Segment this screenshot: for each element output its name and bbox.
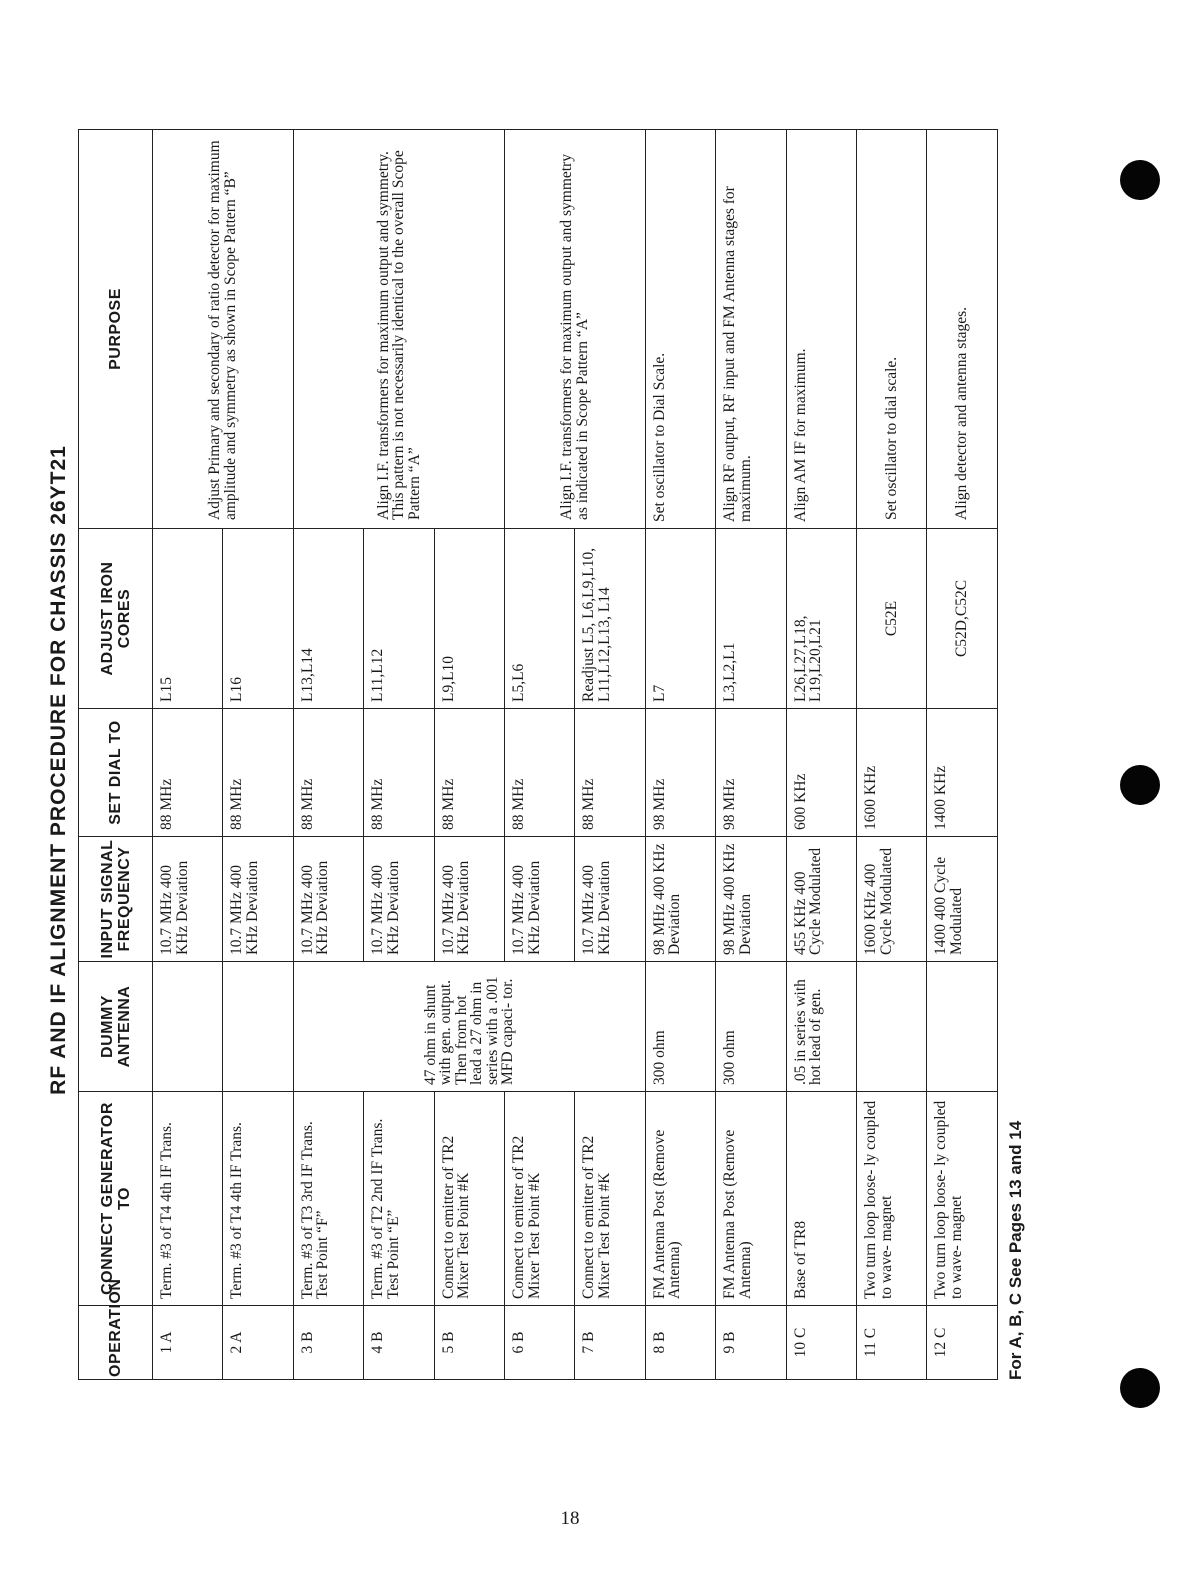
header-connect-generator: CONNECT GENERATOR TO	[79, 1092, 153, 1306]
rotated-page-content	[40, 130, 1040, 1410]
cell-dial: 1400 KHz	[927, 709, 998, 837]
table-row	[716, 130, 786, 1380]
cell-dummy	[153, 962, 223, 1092]
cell-dummy	[223, 962, 293, 1092]
table-row	[505, 130, 575, 1380]
cell-dial: 88 MHz	[364, 709, 434, 837]
cell-dummy: .05 in series with hot lead of gen.	[786, 962, 856, 1092]
table-row	[786, 130, 856, 1380]
cell-connect: Connect to emitter of TR2 Mixer Test Point #K	[434, 1092, 504, 1306]
alignment-table	[78, 129, 998, 1380]
cell-purpose: Align I.F. transformers for maximum output and symmetry as indicated in Scope Pattern “A”	[505, 130, 646, 529]
cell-cores: L3,L2,L1	[716, 529, 786, 709]
cell-dial: 98 MHz	[645, 709, 715, 837]
cell-input: 10.7 MHz 400 KHz Deviation	[505, 837, 575, 962]
cell-connect: Base of TR8	[786, 1092, 856, 1306]
cell-input: 1400 400 Cycle Modulated	[927, 837, 998, 962]
cell-operation: 5 B	[434, 1306, 504, 1380]
cell-input: 98 MHz 400 KHz Deviation	[716, 837, 786, 962]
cell-dummy: 47 ohm in shunt with gen. output. Then from hot lead a 27 ohm in series with a .001 MFD capaci- tor.	[293, 962, 645, 1092]
cell-connect: FM Antenna Post (Remove Antenna)	[645, 1092, 715, 1306]
cell-purpose: Align AM IF for maximum.	[786, 130, 856, 529]
cell-connect: Term. #3 of T4 4th IF Trans.	[223, 1092, 293, 1306]
binder-hole	[1120, 765, 1160, 805]
cell-connect: Two turn loop loose- ly coupled to wave- magnet	[857, 1092, 927, 1306]
cell-dial: 600 KHz	[786, 709, 856, 837]
table-row	[645, 130, 715, 1380]
header-set-dial: SET DIAL TO	[79, 709, 153, 837]
cell-connect: Term. #3 of T2 2nd IF Trans. Test Point “E”	[364, 1092, 434, 1306]
header-row	[79, 130, 153, 1380]
cell-dial: 88 MHz	[223, 709, 293, 837]
cell-input: 10.7 MHz 400 KHz Deviation	[434, 837, 504, 962]
page-number: 18	[560, 1508, 580, 1529]
cell-operation: 9 B	[716, 1306, 786, 1380]
footnote: For A, B, C See Pages 13 and 14	[1006, 1120, 1025, 1380]
cell-cores: L5,L6	[505, 529, 575, 709]
cell-cores: C52E	[857, 529, 927, 709]
cell-operation: 12 C	[927, 1306, 998, 1380]
cell-operation: 8 B	[645, 1306, 715, 1380]
cell-input: 10.7 MHz 400 KHz Deviation	[223, 837, 293, 962]
header-dummy-antenna: DUMMY ANTENNA	[79, 962, 153, 1092]
cell-operation: 7 B	[575, 1306, 645, 1380]
cell-input: 1600 KHz 400 Cycle Modulated	[857, 837, 927, 962]
cell-dial: 88 MHz	[505, 709, 575, 837]
header-input-signal: INPUT SIGNAL FREQUENCY	[79, 837, 153, 962]
cell-operation: 2 A	[223, 1306, 293, 1380]
cell-dummy: 300 ohm	[716, 962, 786, 1092]
cell-input: 10.7 MHz 400 KHz Deviation	[293, 837, 363, 962]
cell-dummy	[927, 962, 998, 1092]
cell-purpose: Set oscillator to dial scale.	[857, 130, 927, 529]
cell-purpose: Align detector and antenna stages.	[927, 130, 998, 529]
cell-dial: 88 MHz	[293, 709, 363, 837]
cell-purpose: Set oscillator to Dial Scale.	[645, 130, 715, 529]
binder-hole	[1120, 1368, 1160, 1408]
cell-operation: 3 B	[293, 1306, 363, 1380]
cell-connect: Term. #3 of T3 3rd IF Trans. Test Point “F”	[293, 1092, 363, 1306]
cell-cores: C52D,C52C	[927, 529, 998, 709]
cell-dial: 1600 KHz	[857, 709, 927, 837]
cell-dial: 88 MHz	[434, 709, 504, 837]
cell-connect: Connect to emitter of TR2 Mixer Test Point #K	[505, 1092, 575, 1306]
cell-dummy: 300 ohm	[645, 962, 715, 1092]
cell-operation: 1 A	[153, 1306, 223, 1380]
table-row	[153, 130, 223, 1380]
cell-input: 98 MHz 400 KHz Deviation	[645, 837, 715, 962]
cell-cores: L13,L14	[293, 529, 363, 709]
cell-cores: L15	[153, 529, 223, 709]
cell-dial: 88 MHz	[575, 709, 645, 837]
cell-operation: 10 C	[786, 1306, 856, 1380]
binder-hole	[1120, 160, 1160, 200]
cell-connect: Term. #3 of T4 4th IF Trans.	[153, 1092, 223, 1306]
table-row	[927, 130, 998, 1380]
cell-operation: 6 B	[505, 1306, 575, 1380]
cell-cores: L7	[645, 529, 715, 709]
header-iron-cores: ADJUST IRON CORES	[79, 529, 153, 709]
cell-connect: Connect to emitter of TR2 Mixer Test Point #K	[575, 1092, 645, 1306]
cell-input: 455 KHz 400 Cycle Modulated	[786, 837, 856, 962]
table-row	[857, 130, 927, 1380]
header-operation: OPERATION	[79, 1306, 153, 1380]
cell-input: 10.7 MHz 400 KHz Deviation	[575, 837, 645, 962]
cell-cores: L11,L12	[364, 529, 434, 709]
cell-dummy	[857, 962, 927, 1092]
cell-purpose: Align I.F. transformers for maximum output and symmetry. This pattern is not necessarily identical to the overall Scope Pattern “A”	[293, 130, 504, 529]
cell-purpose: Adjust Primary and secondary of ratio detector for maximum amplitude and symmetry as shown in Scope Pattern “B”	[153, 130, 294, 529]
cell-connect: Two turn loop loose- ly coupled to wave- magnet	[927, 1092, 998, 1306]
table-title: RF AND IF ALIGNMENT PROCEDURE FOR CHASSIS 26YT21	[47, 445, 70, 1095]
cell-connect: FM Antenna Post (Remove Antenna)	[716, 1092, 786, 1306]
cell-cores: L9,L10	[434, 529, 504, 709]
cell-cores: L16	[223, 529, 293, 709]
cell-cores: Readjust L5, L6,L9,L10, L11,L12,L13, L14	[575, 529, 645, 709]
cell-purpose: Align RF output, RF input and FM Antenna stages for maximum.	[716, 130, 786, 529]
header-purpose: PURPOSE	[79, 130, 153, 529]
cell-operation: 4 B	[364, 1306, 434, 1380]
cell-operation: 11 C	[857, 1306, 927, 1380]
cell-dial: 98 MHz	[716, 709, 786, 837]
table-row	[293, 130, 363, 1380]
cell-input: 10.7 MHz 400 KHz Deviation	[153, 837, 223, 962]
cell-input: 10.7 MHz 400 KHz Deviation	[364, 837, 434, 962]
cell-cores: L26,L27,L18, L19,L20,L21	[786, 529, 856, 709]
cell-dial: 88 MHz	[153, 709, 223, 837]
